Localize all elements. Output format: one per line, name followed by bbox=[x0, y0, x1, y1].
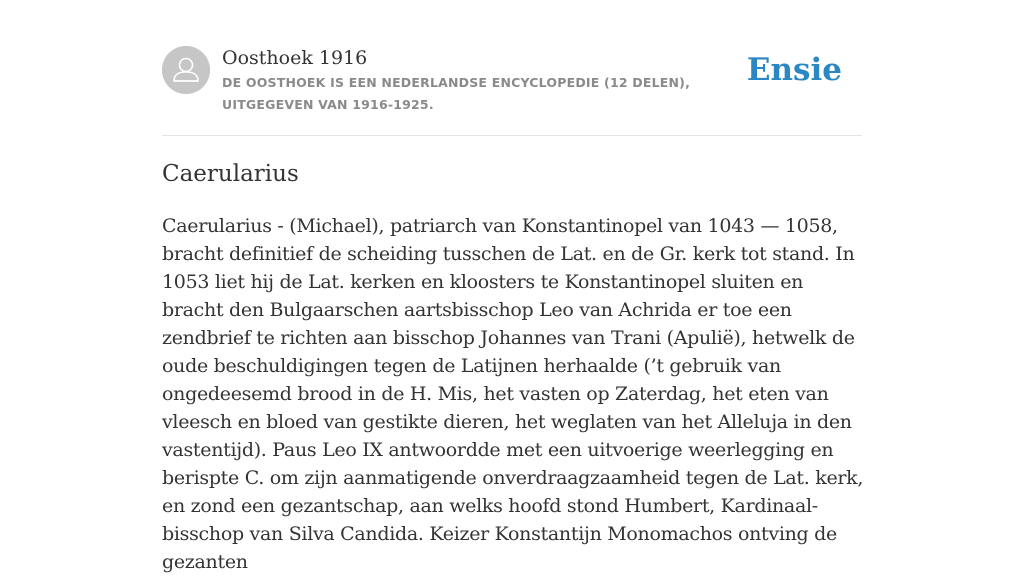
source-description: DE OOSTHOEK IS EEN NEDERLANDSE ENCYCLOPEDIE (12 DELEN), UITGEGEVEN VAN 1916-1925. bbox=[222, 75, 691, 112]
source-header bbox=[162, 46, 862, 116]
source-name-link[interactable]: Oosthoek 1916 bbox=[222, 47, 368, 69]
user-avatar-icon[interactable] bbox=[162, 46, 210, 94]
entry-body: Caerularius - (Michael), patriarch van Konstantinopel van 1043 — 1058, bracht definitief de scheiding tusschen de Lat. en de Gr. kerk tot stand. In 1053 liet hij de Lat. kerken en kloosters te Konstantinopel sluiten en bracht den Bulgaarschen aartsbisschop Leo van Achrida er toe een zendbrief te richten aan bisschop Johannes van Trani (Apulië), hetwelk de oude beschuldigingen tegen de Latijnen herhaalde (’t gebruik van ongedeesemd brood in de H. Mis, het vasten op Zaterdag, het eten van vleesch en bloed van gestikte dieren, het weglaten van het Alleluja in den vastentijd). Paus Leo IX antwoordde met een uitvoerige weerlegging en berispte C. om zijn aanmatigende onverdraagzaamheid tegen de Lat. kerk, en zond een gezantschap, aan welks hoofd stond Humbert, Kardinaal-bisschop van Silva Candida. Keizer Konstantijn Monomachos ontving de gezanten bbox=[162, 215, 864, 573]
header-divider bbox=[162, 135, 862, 136]
ensie-logo-link[interactable]: Ensie bbox=[746, 52, 842, 88]
entry-title: Caerularius bbox=[162, 161, 299, 187]
